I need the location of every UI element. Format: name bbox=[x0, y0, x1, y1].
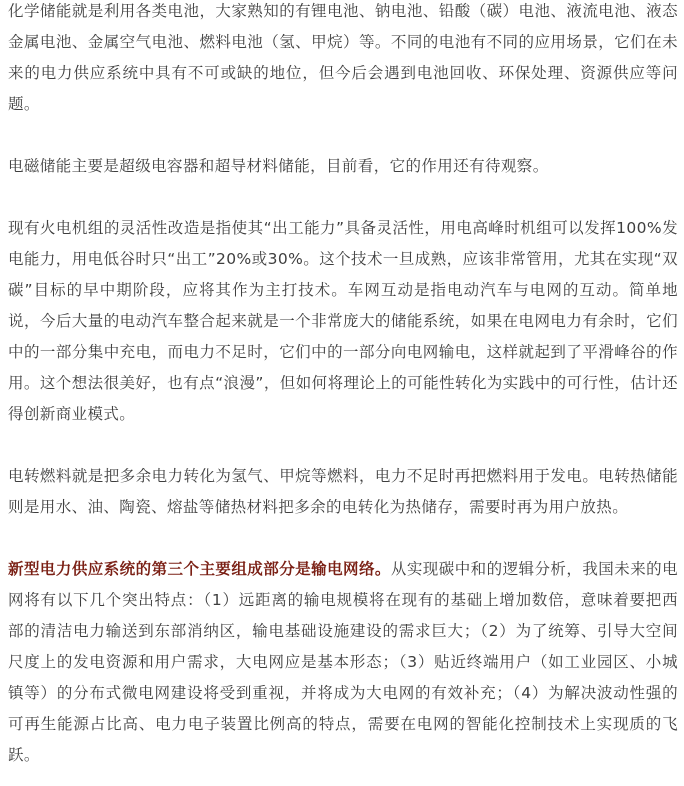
paragraph-spacer bbox=[8, 120, 678, 151]
paragraph-spacer bbox=[8, 430, 678, 461]
paragraph-transmission-network bbox=[8, 554, 678, 771]
highlighted-heading-sentence: 新型电力供应系统的第三个主要组成部分是输电网络。 bbox=[8, 560, 391, 578]
paragraph-spacer bbox=[8, 182, 678, 213]
paragraph-chemical-storage: 化学储能就是利用各类电池，大家熟知的有锂电池、钠电池、铅酸（碳）电池、液流电池、液态金属电池、金属空气电池、燃料电池（氢、甲烷）等。不同的电池有不同的应用场景，它们在未来的电力供应系统中具有不可或缺的地位，但今后会遇到电池回收、环保处理、资源供应等问题。 bbox=[8, 2, 678, 113]
paragraph-power-to-fuel: 电转燃料就是把多余电力转化为氢气、甲烷等燃料，电力不足时再把燃料用于发电。电转热储能则是用水、油、陶瓷、熔盐等储热材料把多余的电转化为热储存，需要时再为用户放热。 bbox=[8, 467, 678, 516]
paragraph-thermal-power-flexibility: 现有火电机组的灵活性改造是指使其“出工能力”具备灵活性，用电高峰时机组可以发挥100%发电能力，用电低谷时只“出工”20%或30%。这个技术一旦成熟，应该非常管用，尤其在实现“双碳”目标的早中期阶段，应将其作为主打技术。车网互动是指电动汽车与电网的互动。简单地说，今后大量的电动汽车整合起来就是一个非常庞大的储能系统，如果在电网电力有余时，它们中的一部分集中充电，而电力不足时，它们中的一部分向电网输电，这样就起到了平滑峰谷的作用。这个想法很美好，也有点“浪漫”，但如何将理论上的可能性转化为实践中的可行性，估计还得创新商业模式。 bbox=[8, 219, 678, 423]
paragraph-electromagnetic-storage: 电磁储能主要是超级电容器和超导材料储能，目前看，它的作用还有待观察。 bbox=[8, 157, 549, 175]
paragraph-body-text: 从实现碳中和的逻辑分析，我国未来的电网将有以下几个突出特点：（1）远距离的输电规模将在现有的基础上增加数倍，意味着要把西部的清洁电力输送到东部消纳区，输电基础设施建设的需求巨大；（2）为了统筹、引导大空间尺度上的发电资源和用户需求，大电网应是基本形态；（3）贴近终端用户（如工业园区、小城镇等）的分布式微电网建设将受到重视，并将成为大电网的有效补充；（4）为解决波动性强的可再生能源占比高、电力电子装置比例高的特点，需要在电网的智能化控制技术上实现质的飞跃。 bbox=[8, 560, 678, 764]
paragraph-spacer bbox=[8, 523, 678, 554]
